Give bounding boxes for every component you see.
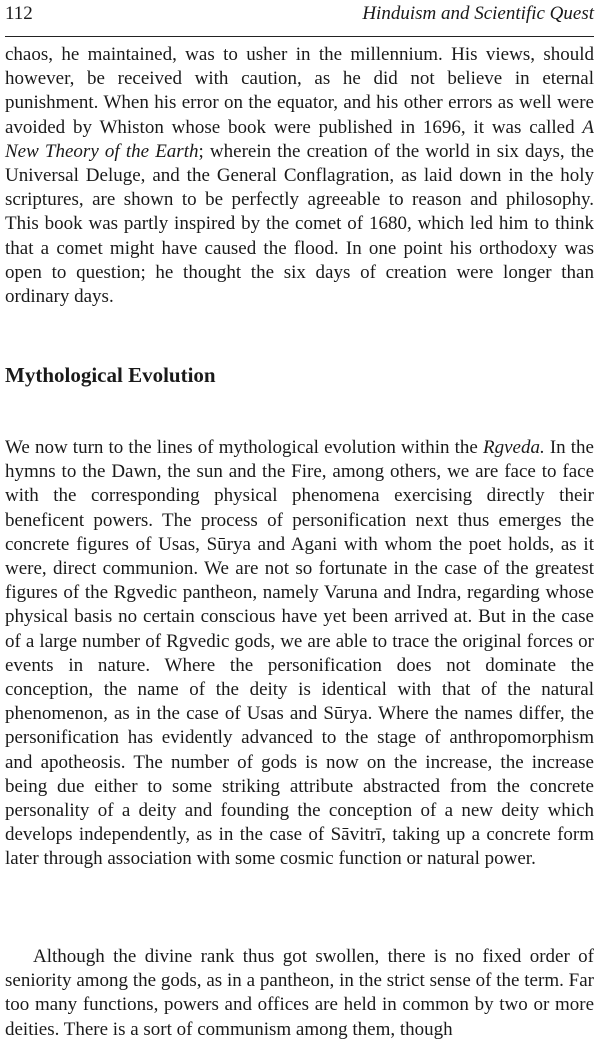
paragraph-text: chaos, he maintained, was to usher in the millennium. His views, should however, be received with caution, as he did not believe in eternal punishment. When his error on the equator, and his other errors as well were avoided by Whiston whose book were published in 1696, it was called [5, 44, 594, 138]
book-title: A New Theory of the Earth [5, 116, 594, 162]
paragraph-text: In the hymns to the Dawn, the sun and the Fire, among others, we are face to face with the corresponding physical phenomena exercising directly their beneficent powers. The process of personification next thus emerges the concrete figures of Usas, Sūrya and Agani with whom the poet holds, as it were, direct communion. We are not so fortunate in the case of the greatest figures of the Rgvedic pantheon, namely Varuna and Indra, regarding whose physical basis no certain conscious have yet been arrived at. But in the case of a large number of Rgvedic gods, we are able to trace the original forces or events in nature. Where the personification does not dominate the conception, the name of the deity is identical with that of the natural phenomenon, as in the case of Usas and Sūrya. Where the names differ, the personification has evidently advanced to the stage of anthropomorphism and apotheosis. The number of gods is now on the increase, the increase being due either to some striking attribute abstracted from the concrete personality of a deity and founding the conception of a new deity which develops independently, as in the case of Sāvitrī, taking up a concrete form later through association with some cosmic function or natural power. [5, 437, 594, 870]
page-number: 112 [5, 3, 33, 24]
paragraph-mythological-evolution [5, 436, 594, 872]
rgveda-title: Rgveda. [482, 437, 545, 458]
paragraph-divine-rank: Although the divine rank thus got swollen, there is no fixed order of seniority among the gods, as in a pantheon, in the strict sense of the term. Far too many functions, powers and offices are held in common by two or more deities. There is a sort of communism among them, though [5, 946, 594, 1040]
running-title: Hinduism and Scientific Quest [362, 3, 594, 24]
paragraph-text: ; wherein the creation of the world in six days, the Universal Deluge, and the General Conflagration, as laid down in the holy scriptures, are shown to be perfectly agreeable to reason and philosophy. This book was partly inspired by the comet of 1680, which led him to think that a comet might have caused the flood. In one point his orthodoxy was open to question; he thought the six days of creation were longer than ordinary days. [5, 140, 594, 308]
paragraph-text: We now turn to the lines of mythological evolution within the [5, 437, 483, 458]
paragraph-whiston [5, 43, 594, 309]
page-header [5, 0, 594, 37]
section-heading: Mythological Evolution [5, 363, 216, 387]
